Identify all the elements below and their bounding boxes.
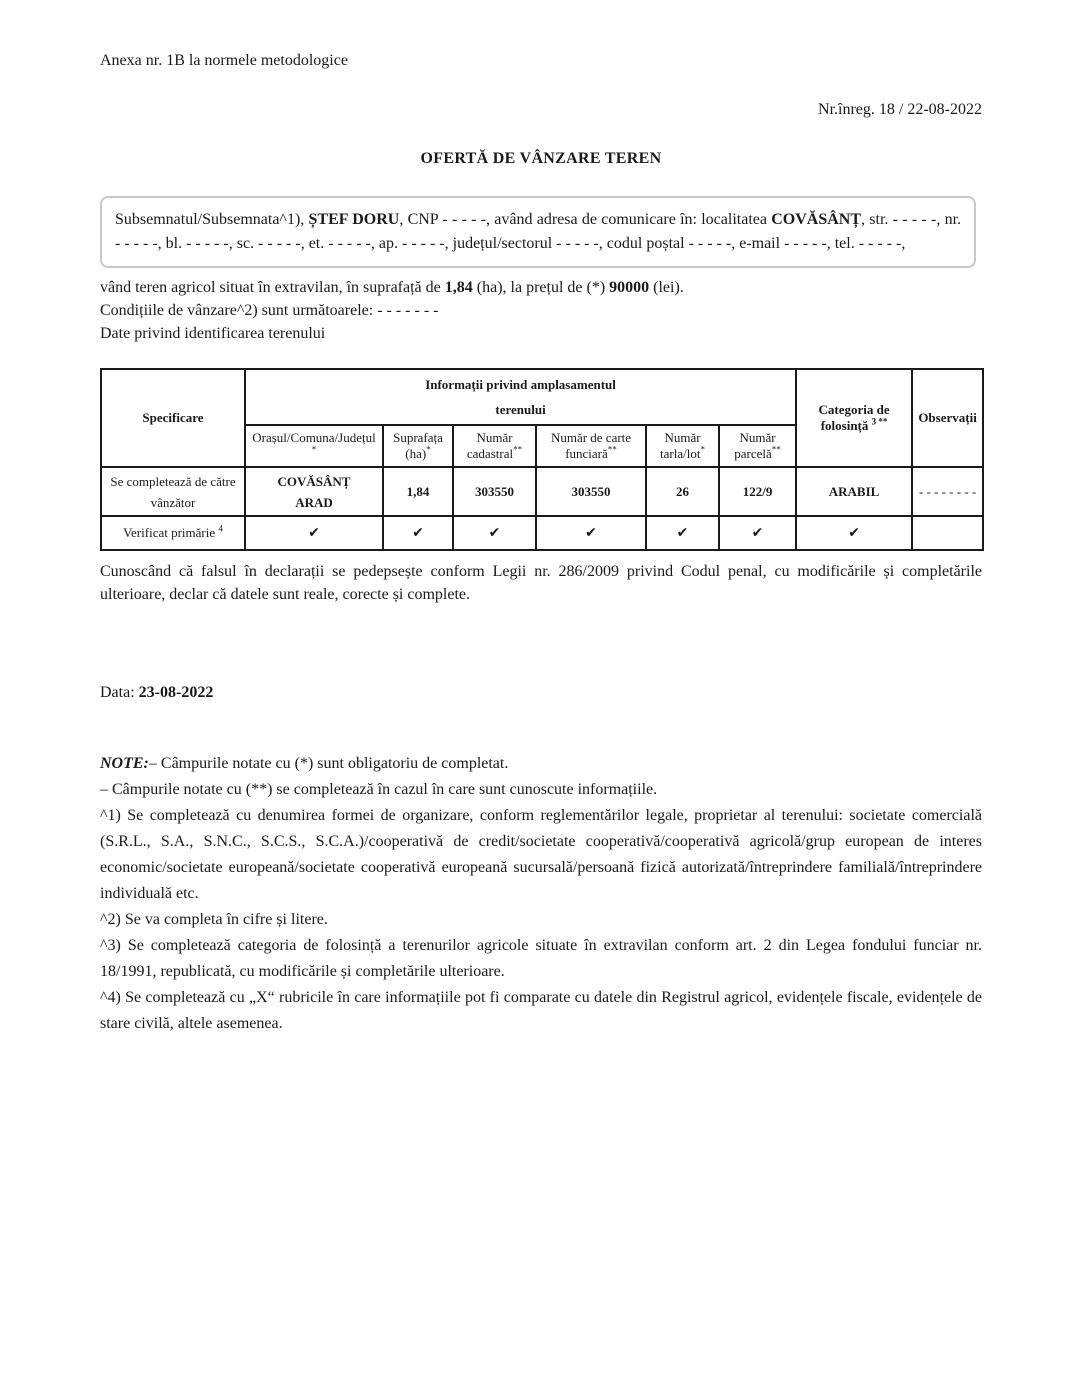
- check-cell-tarla: [646, 516, 719, 550]
- intro-text-part3: , str. - - - - -, nr. - - - - -, bl. - - - - -, sc. - - - - -, et. - - - - -, ap. - - - - -, județul/sectorul - - - - -, codul poștal - - - - -, e-mail - - - - -, tel. - - - - -,: [115, 211, 962, 252]
- land-table: [100, 368, 984, 551]
- info-header-line2: terenului: [495, 402, 546, 417]
- sale-price: 90000: [609, 279, 650, 296]
- cadastral-header-sup: **: [513, 444, 523, 455]
- intro-box: [100, 196, 976, 268]
- check-icon: ✔: [585, 525, 597, 541]
- cell-land-book: 303550: [536, 467, 646, 516]
- header-cell-parcel: Număr parcelă**: [719, 425, 796, 467]
- notes-section: [100, 751, 982, 1037]
- cell-parcel: 122/9: [719, 467, 796, 516]
- date-value: 23-08-2022: [138, 684, 214, 701]
- check-icon: ✔: [751, 525, 764, 541]
- cell-category: ARABIL: [796, 467, 912, 516]
- locality-name: COVĂSÂNȚ: [771, 211, 862, 228]
- table-row-verified: [101, 516, 983, 550]
- header-cell-category: [796, 369, 912, 467]
- check-icon: ✔: [848, 525, 860, 541]
- note-optional: – Câmpurile notate cu (**) se completează în cazul în care sunt cunoscute informațiile.: [100, 781, 658, 798]
- check-cell-category: [796, 516, 912, 550]
- header-cell-area: Suprafața (ha)*: [383, 425, 453, 467]
- header-cell-observations: Observații: [912, 369, 983, 467]
- seller-row-label: Se completează de către vânzător: [101, 467, 245, 516]
- header-cell-info: [245, 369, 796, 425]
- sale-text-part3: (lei).: [649, 279, 684, 296]
- cell-city: COVĂSÂNȚ ARAD: [245, 467, 383, 516]
- category-header-sup: 3 **: [871, 416, 888, 427]
- land-book-header-sup: **: [607, 444, 617, 455]
- header-cell-cadastral: Număr cadastral**: [453, 425, 536, 467]
- date-line: [100, 684, 982, 702]
- cell-tarla: 26: [646, 467, 719, 516]
- cell-observations: - - - - - - - -: [912, 467, 983, 516]
- check-icon: ✔: [308, 525, 320, 541]
- identification-heading: Date privind identificarea terenului: [100, 325, 326, 342]
- note-4: ^4) Se completează cu „X“ rubricile în care informațiile pot fi comparate cu datele din Registrul agricol, evidențele fiscale, evidențele de stare civilă, altele asemenea.: [100, 989, 982, 1032]
- cell-area: 1,84: [383, 467, 453, 516]
- conditions-line: Condițiile de vânzare^2) sunt următoarele: - - - - - - -: [100, 302, 439, 319]
- table-row-seller: [101, 467, 983, 516]
- check-cell-area: [383, 516, 453, 550]
- tarla-header-sup: *: [700, 444, 705, 455]
- check-cell-observations-empty: [912, 516, 983, 550]
- check-cell-cadastral: [453, 516, 536, 550]
- check-icon: ✔: [412, 525, 424, 541]
- date-label: Data:: [100, 684, 139, 701]
- header-cell-land-book: Număr de carte funciară**: [536, 425, 646, 467]
- verified-row-label: Verificat primărie $^4$: [101, 516, 245, 550]
- city-header-sup: *: [311, 444, 317, 455]
- check-icon: ✔: [676, 525, 689, 541]
- seller-name: ȘTEF DORU: [308, 211, 400, 228]
- parcel-header-sup: **: [771, 444, 781, 455]
- category-header-line2: folosință $^{3 **}$: [820, 416, 888, 433]
- intro-text-part2: , CNP - - - - -, având adresa de comunicare în: localitatea: [399, 211, 772, 228]
- declaration-paragraph: Cunoscând că falsul în declarații se pedepsește conform Legii nr. 286/2009 privind Codul penal, cu modificările și completările ulterioare, declar că datele sunt reale, corecte și complete.: [100, 563, 982, 603]
- header-cell-specification: Specificare: [101, 369, 245, 467]
- note-1: ^1) Se completează cu denumirea formei de organizare, conform reglementărilor legale, proprietar al terenului: societate comercială (S.R.L., S.A., S.N.C., S.C.S., S.C.A.)/cooperativă de credit/societate cooperativă/cooperativă agricolă/grup european de interes economic/societate europeană/societate cooperativă europeană sucursală/persoană fizică autorizată/întreprindere familială/întreprindere individuală etc.: [100, 807, 982, 902]
- sale-block: [100, 276, 982, 345]
- annex-label: Anexa nr. 1B la normele metodologice: [100, 52, 348, 69]
- document-title: OFERTĂ DE VÂNZARE TEREN: [420, 150, 662, 167]
- intro-text-part1: Subsemnatul/Subsemnata^1),: [115, 211, 309, 228]
- note-mandatory: NOTE:– Câmpurile notate cu (*) sunt obligatoriu de completat.: [100, 755, 509, 772]
- cell-cadastral: 303550: [453, 467, 536, 516]
- notes-title: NOTE:: [100, 755, 149, 772]
- area-header-sup: *: [426, 444, 431, 455]
- check-cell-parcel: [719, 516, 796, 550]
- note-3: ^3) Se completează categoria de folosință a terenurilor agricole situate în extravilan conform art. 2 din Legea fondului funciar nr. 18/1991, republicată, cu modificările și completările ulterioare.: [100, 937, 982, 980]
- check-cell-land-book: [536, 516, 646, 550]
- registration-number: Nr.înreg. 18 / 22-08-2022: [818, 101, 982, 118]
- sale-area: 1,84: [444, 279, 473, 296]
- sale-text-part2: (ha), la prețul de (*): [472, 279, 610, 296]
- note-2: ^2) Se va completa în cifre și litere.: [100, 911, 328, 928]
- info-header-line1: Informații privind amplasamentul: [425, 377, 616, 392]
- header-cell-city: Orașul/Comuna/Județul *: [245, 425, 383, 467]
- sale-paragraph: [100, 276, 982, 299]
- category-header-line1: Categoria de: [818, 402, 890, 417]
- document-content: [100, 0, 982, 1037]
- check-cell-city: [245, 516, 383, 550]
- sale-text-part1: vând teren agricol situat în extravilan, în suprafață de: [100, 279, 445, 296]
- header-cell-tarla: Număr tarla/lot*: [646, 425, 719, 467]
- check-icon: ✔: [488, 525, 501, 541]
- verified-label-sup: 4: [218, 523, 223, 534]
